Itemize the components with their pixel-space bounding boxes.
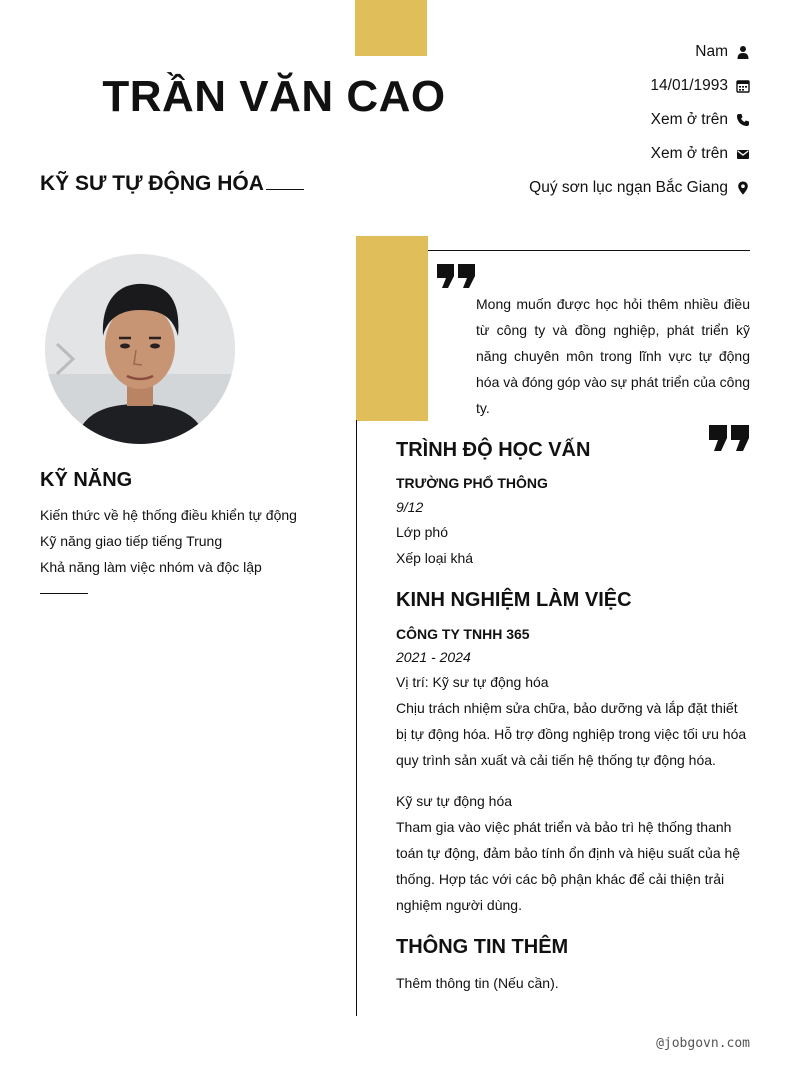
- contact-address-text: Quý sơn lục ngạn Bắc Giang: [529, 179, 728, 196]
- education-heading: TRÌNH ĐỘ HỌC VẤN: [396, 439, 591, 461]
- envelope-icon: [736, 147, 750, 161]
- close-quote-icon: [708, 424, 750, 452]
- experience-role: Kỹ sư tự động hóa: [396, 793, 513, 809]
- career-objective: Mong muốn được học hỏi thêm nhiều điều từ công ty và đồng nghiệp, phát triển kỹ năng chuyên môn trong lĩnh vực tự động hóa và đóng góp vào sự phát triển của công ty.: [476, 296, 751, 416]
- quote-accent-block: [356, 236, 428, 421]
- skills-list: [40, 502, 340, 580]
- skill-item: Kiến thức về hệ thống điều khiển tự động: [40, 507, 297, 523]
- education-detail: Lớp phó: [396, 524, 449, 540]
- contact-gender-text: Nam: [695, 43, 728, 60]
- skill-item: Kỹ năng giao tiếp tiếng Trung: [40, 533, 223, 549]
- experience-date: 2021 - 2024: [396, 649, 471, 665]
- contact-birthdate: [350, 74, 750, 98]
- extra-info-text: Thêm thông tin (Nếu cần).: [396, 975, 559, 991]
- experience-heading: KINH NGHIỆM LÀM VIỆC: [396, 589, 632, 611]
- location-pin-icon: [736, 181, 750, 195]
- experience-description: Chịu trách nhiệm sửa chữa, bảo dưỡng và lắp đặt thiết bị tự động hóa. Hỗ trợ đồng nghiệp trong việc tối ưu hóa quy trình sản xuất và cải tiến hệ thống tự động hóa.: [396, 700, 747, 768]
- quote-divider: [428, 250, 750, 251]
- job-title: [40, 172, 304, 196]
- watermark-footer: @jobgovn.com: [656, 1036, 750, 1051]
- skills-divider: [40, 593, 88, 594]
- contact-gender: [350, 40, 750, 64]
- avatar: [45, 254, 235, 444]
- skills-heading: KỸ NĂNG: [40, 469, 133, 491]
- job-title-underline: [266, 188, 304, 190]
- contact-phone-text: Xem ở trên: [650, 111, 728, 128]
- calendar-icon: [736, 79, 750, 93]
- education-date: 9/12: [396, 499, 424, 515]
- education-detail: Xếp loại khá: [396, 550, 474, 566]
- skill-item: Khả năng làm việc nhóm và độc lập: [40, 559, 262, 575]
- open-quote-icon: [436, 263, 476, 289]
- candidate-name: TRẦN VĂN CAO: [102, 72, 446, 121]
- contact-address: [350, 176, 750, 200]
- extra-info-heading: THÔNG TIN THÊM: [396, 936, 569, 958]
- contact-birthdate-text: 14/01/1993: [650, 77, 728, 94]
- person-icon: [736, 45, 750, 59]
- column-divider: [356, 420, 357, 1016]
- job-title-text: KỸ SƯ TỰ ĐỘNG HÓA: [40, 172, 264, 195]
- contact-phone: [350, 108, 750, 132]
- company-name: CÔNG TY TNHH 365: [396, 626, 530, 642]
- experience-description: Tham gia vào việc phát triển và bảo trì hệ thống thanh toán tự động, đảm bảo tính ổn định và hiệu suất của hệ thống. Hợp tác với các bộ phận khác để cải thiện trải nghiệm người dùng.: [396, 819, 741, 913]
- contact-email: [350, 142, 750, 166]
- phone-icon: [736, 113, 750, 127]
- experience-role: Vị trí: Kỹ sư tự động hóa: [396, 674, 549, 690]
- school-name: TRƯỜNG PHỔ THÔNG: [396, 475, 548, 491]
- contact-email-text: Xem ở trên: [650, 145, 728, 162]
